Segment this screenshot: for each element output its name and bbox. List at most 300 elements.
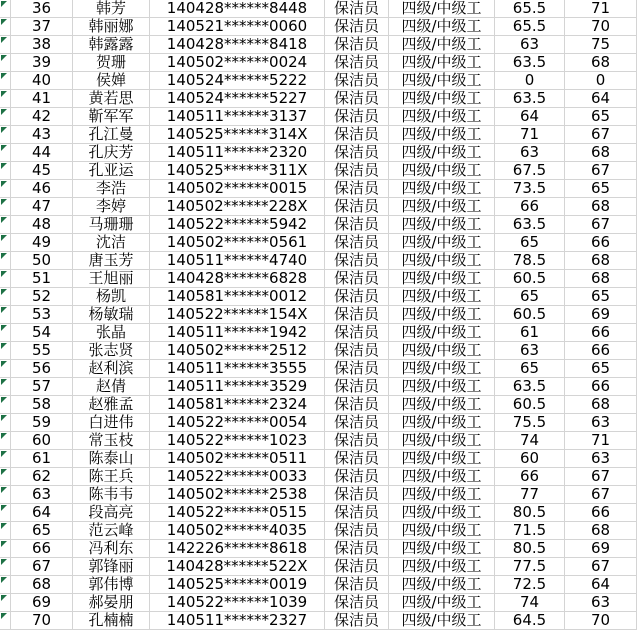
position-cell[interactable]: 保洁员 [325, 18, 389, 36]
row-number-cell[interactable]: 52 [11, 288, 73, 306]
id-number-cell[interactable]: 142226******8618 [150, 540, 325, 558]
score2-cell[interactable]: 66 [565, 324, 637, 342]
grade-cell[interactable]: 四级/中级工 [389, 414, 495, 432]
row-number-cell[interactable]: 48 [11, 216, 73, 234]
position-cell[interactable]: 保洁员 [325, 486, 389, 504]
grade-cell[interactable]: 四级/中级工 [389, 36, 495, 54]
position-cell[interactable]: 保洁员 [325, 252, 389, 270]
score1-cell[interactable]: 60.5 [495, 306, 565, 324]
row-number-cell[interactable]: 58 [11, 396, 73, 414]
table-row [0, 504, 637, 522]
position-cell[interactable]: 保洁员 [325, 144, 389, 162]
position-cell[interactable]: 保洁员 [325, 594, 389, 612]
error-flag-cell[interactable] [0, 108, 11, 126]
id-number-cell[interactable]: 140511******3529 [150, 378, 325, 396]
error-flag-cell[interactable] [0, 576, 11, 594]
error-flag-cell[interactable] [0, 450, 11, 468]
id-number-cell[interactable]: 140511******3137 [150, 108, 325, 126]
score2-cell[interactable]: 70 [565, 612, 637, 630]
error-triangle-icon [1, 415, 7, 421]
grade-cell[interactable]: 四级/中级工 [389, 144, 495, 162]
error-triangle-icon [1, 541, 7, 547]
id-number-cell[interactable]: 140522******1039 [150, 594, 325, 612]
score2-cell[interactable]: 68 [565, 522, 637, 540]
id-number-cell[interactable]: 140581******0012 [150, 288, 325, 306]
error-flag-cell[interactable] [0, 306, 11, 324]
id-number-cell[interactable]: 140428******522X [150, 558, 325, 576]
grade-cell[interactable]: 四级/中级工 [389, 108, 495, 126]
id-number-cell[interactable]: 140522******5942 [150, 216, 325, 234]
error-flag-cell[interactable] [0, 36, 11, 54]
grade-cell[interactable]: 四级/中级工 [389, 558, 495, 576]
name-cell[interactable]: 范云峰 [73, 522, 150, 540]
row-number-cell[interactable]: 61 [11, 450, 73, 468]
score1-cell[interactable]: 77 [495, 486, 565, 504]
score2-cell[interactable]: 64 [565, 576, 637, 594]
score2-cell[interactable]: 66 [565, 504, 637, 522]
position-cell[interactable]: 保洁员 [325, 72, 389, 90]
row-number-cell[interactable]: 46 [11, 180, 73, 198]
name-cell[interactable]: 常玉枝 [73, 432, 150, 450]
table-row [0, 198, 637, 216]
error-triangle-icon [1, 271, 7, 277]
position-cell[interactable]: 保洁员 [325, 234, 389, 252]
score2-cell[interactable]: 68 [565, 198, 637, 216]
error-flag-cell[interactable] [0, 594, 11, 612]
score1-cell[interactable]: 61 [495, 324, 565, 342]
name-cell[interactable]: 冯利东 [73, 540, 150, 558]
grade-cell[interactable]: 四级/中级工 [389, 198, 495, 216]
grade-cell[interactable]: 四级/中级工 [389, 216, 495, 234]
name-cell[interactable]: 侯婵 [73, 72, 150, 90]
error-flag-cell[interactable] [0, 144, 11, 162]
error-flag-cell[interactable] [0, 216, 11, 234]
row-number-cell[interactable]: 40 [11, 72, 73, 90]
row-number-cell[interactable]: 39 [11, 54, 73, 72]
row-number-cell[interactable]: 53 [11, 306, 73, 324]
score2-cell[interactable]: 68 [565, 252, 637, 270]
grade-cell[interactable]: 四级/中级工 [389, 486, 495, 504]
score2-cell[interactable]: 66 [565, 342, 637, 360]
name-cell[interactable]: 张晶 [73, 324, 150, 342]
error-triangle-icon [1, 343, 7, 349]
grade-cell[interactable]: 四级/中级工 [389, 612, 495, 630]
table-row [0, 360, 637, 378]
table-row [0, 126, 637, 144]
name-cell[interactable]: 白进伟 [73, 414, 150, 432]
id-number-cell[interactable]: 140581******2324 [150, 396, 325, 414]
name-cell[interactable]: 靳军军 [73, 108, 150, 126]
score1-cell[interactable]: 64 [495, 108, 565, 126]
position-cell[interactable]: 保洁员 [325, 522, 389, 540]
grade-cell[interactable]: 四级/中级工 [389, 288, 495, 306]
name-cell[interactable]: 赵利滨 [73, 360, 150, 378]
row-number-cell[interactable]: 68 [11, 576, 73, 594]
table-row [0, 18, 637, 36]
error-flag-cell[interactable] [0, 252, 11, 270]
id-number-cell[interactable]: 140525******0019 [150, 576, 325, 594]
error-triangle-icon [1, 523, 7, 529]
position-cell[interactable]: 保洁员 [325, 360, 389, 378]
error-flag-cell[interactable] [0, 18, 11, 36]
score2-cell[interactable]: 68 [565, 270, 637, 288]
score2-cell[interactable]: 63 [565, 594, 637, 612]
score2-cell[interactable]: 67 [565, 468, 637, 486]
id-number-cell[interactable]: 140502******0511 [150, 450, 325, 468]
score1-cell[interactable]: 75.5 [495, 414, 565, 432]
table-row [0, 594, 637, 612]
row-number-cell[interactable]: 43 [11, 126, 73, 144]
score2-cell[interactable]: 65 [565, 288, 637, 306]
position-cell[interactable]: 保洁员 [325, 432, 389, 450]
score1-cell[interactable]: 63 [495, 36, 565, 54]
position-cell[interactable]: 保洁员 [325, 378, 389, 396]
score1-cell[interactable]: 63.5 [495, 90, 565, 108]
row-number-cell[interactable]: 44 [11, 144, 73, 162]
row-number-cell[interactable]: 51 [11, 270, 73, 288]
error-triangle-icon [1, 487, 7, 493]
name-cell[interactable]: 段高亮 [73, 504, 150, 522]
score1-cell[interactable]: 63 [495, 144, 565, 162]
position-cell[interactable]: 保洁员 [325, 90, 389, 108]
error-flag-cell[interactable] [0, 0, 11, 18]
score1-cell[interactable]: 80.5 [495, 540, 565, 558]
name-cell[interactable]: 唐玉芳 [73, 252, 150, 270]
row-number-cell[interactable]: 59 [11, 414, 73, 432]
position-cell[interactable]: 保洁员 [325, 270, 389, 288]
id-number-cell[interactable]: 140525******311X [150, 162, 325, 180]
error-flag-cell[interactable] [0, 126, 11, 144]
id-number-cell[interactable]: 140511******4740 [150, 252, 325, 270]
id-number-cell[interactable]: 140511******2327 [150, 612, 325, 630]
score1-cell[interactable]: 65.5 [495, 18, 565, 36]
row-number-cell[interactable]: 54 [11, 324, 73, 342]
row-number-cell[interactable]: 67 [11, 558, 73, 576]
row-number-cell[interactable]: 55 [11, 342, 73, 360]
name-cell[interactable]: 李婷 [73, 198, 150, 216]
error-flag-cell[interactable] [0, 414, 11, 432]
score2-cell[interactable]: 68 [565, 54, 637, 72]
position-cell[interactable]: 保洁员 [325, 612, 389, 630]
score1-cell[interactable]: 71.5 [495, 522, 565, 540]
score2-cell[interactable]: 71 [565, 432, 637, 450]
grade-cell[interactable]: 四级/中级工 [389, 324, 495, 342]
score2-cell[interactable]: 67 [565, 558, 637, 576]
error-flag-cell[interactable] [0, 504, 11, 522]
error-flag-cell[interactable] [0, 360, 11, 378]
row-number-cell[interactable]: 63 [11, 486, 73, 504]
id-number-cell[interactable]: 140524******5227 [150, 90, 325, 108]
score2-cell[interactable]: 63 [565, 450, 637, 468]
row-number-cell[interactable]: 57 [11, 378, 73, 396]
error-flag-cell[interactable] [0, 432, 11, 450]
score1-cell[interactable]: 78.5 [495, 252, 565, 270]
position-cell[interactable]: 保洁员 [325, 36, 389, 54]
id-number-cell[interactable]: 140502******0561 [150, 234, 325, 252]
score2-cell[interactable]: 67 [565, 216, 637, 234]
error-flag-cell[interactable] [0, 468, 11, 486]
position-cell[interactable]: 保洁员 [325, 108, 389, 126]
error-triangle-icon [1, 559, 7, 565]
id-number-cell[interactable]: 140521******0060 [150, 18, 325, 36]
grade-cell[interactable]: 四级/中级工 [389, 378, 495, 396]
score2-cell[interactable]: 65 [565, 180, 637, 198]
name-cell[interactable]: 赵雅孟 [73, 396, 150, 414]
grade-cell[interactable]: 四级/中级工 [389, 576, 495, 594]
error-flag-cell[interactable] [0, 54, 11, 72]
name-cell[interactable]: 郭伟博 [73, 576, 150, 594]
grade-cell[interactable]: 四级/中级工 [389, 0, 495, 18]
position-cell[interactable]: 保洁员 [325, 342, 389, 360]
grade-cell[interactable]: 四级/中级工 [389, 252, 495, 270]
score1-cell[interactable]: 65.5 [495, 0, 565, 18]
row-number-cell[interactable]: 60 [11, 432, 73, 450]
id-number-cell[interactable]: 140502******2512 [150, 342, 325, 360]
id-number-cell[interactable]: 140524******5222 [150, 72, 325, 90]
score2-cell[interactable]: 67 [565, 126, 637, 144]
error-flag-cell[interactable] [0, 270, 11, 288]
row-number-cell[interactable]: 62 [11, 468, 73, 486]
id-number-cell[interactable]: 140522******0054 [150, 414, 325, 432]
position-cell[interactable]: 保洁员 [325, 324, 389, 342]
score2-cell[interactable]: 69 [565, 306, 637, 324]
row-number-cell[interactable]: 70 [11, 612, 73, 630]
position-cell[interactable]: 保洁员 [325, 216, 389, 234]
id-number-cell[interactable]: 140502******228X [150, 198, 325, 216]
row-number-cell[interactable]: 64 [11, 504, 73, 522]
error-flag-cell[interactable] [0, 234, 11, 252]
id-number-cell[interactable]: 140522******154X [150, 306, 325, 324]
row-number-cell[interactable]: 56 [11, 360, 73, 378]
error-flag-cell[interactable] [0, 522, 11, 540]
grade-cell[interactable]: 四级/中级工 [389, 360, 495, 378]
grade-cell[interactable]: 四级/中级工 [389, 504, 495, 522]
id-number-cell[interactable]: 140525******314X [150, 126, 325, 144]
score1-cell[interactable]: 63.5 [495, 54, 565, 72]
score2-cell[interactable]: 0 [565, 72, 637, 90]
grade-cell[interactable]: 四级/中级工 [389, 306, 495, 324]
score1-cell[interactable]: 65 [495, 288, 565, 306]
position-cell[interactable]: 保洁员 [325, 0, 389, 18]
row-number-cell[interactable]: 38 [11, 36, 73, 54]
table-row [0, 36, 637, 54]
grade-cell[interactable]: 四级/中级工 [389, 180, 495, 198]
id-number-cell[interactable]: 140522******1023 [150, 432, 325, 450]
score1-cell[interactable]: 0 [495, 72, 565, 90]
name-cell[interactable]: 黄若思 [73, 90, 150, 108]
id-number-cell[interactable]: 140511******3555 [150, 360, 325, 378]
id-number-cell[interactable]: 140522******0515 [150, 504, 325, 522]
row-number-cell[interactable]: 50 [11, 252, 73, 270]
error-triangle-icon [1, 55, 7, 61]
position-cell[interactable]: 保洁员 [325, 504, 389, 522]
row-number-cell[interactable]: 65 [11, 522, 73, 540]
id-number-cell[interactable]: 140511******1942 [150, 324, 325, 342]
error-triangle-icon [1, 91, 7, 97]
score1-cell[interactable]: 65 [495, 360, 565, 378]
row-number-cell[interactable]: 47 [11, 198, 73, 216]
grade-cell[interactable]: 四级/中级工 [389, 594, 495, 612]
row-number-cell[interactable]: 66 [11, 540, 73, 558]
name-cell[interactable]: 陈泰山 [73, 450, 150, 468]
score1-cell[interactable]: 64.5 [495, 612, 565, 630]
error-flag-cell[interactable] [0, 198, 11, 216]
grade-cell[interactable]: 四级/中级工 [389, 18, 495, 36]
score1-cell[interactable]: 66 [495, 198, 565, 216]
error-flag-cell[interactable] [0, 558, 11, 576]
score1-cell[interactable]: 60.5 [495, 270, 565, 288]
row-number-cell[interactable]: 49 [11, 234, 73, 252]
error-flag-cell[interactable] [0, 486, 11, 504]
id-number-cell[interactable]: 140428******6828 [150, 270, 325, 288]
row-number-cell[interactable]: 37 [11, 18, 73, 36]
error-flag-cell[interactable] [0, 180, 11, 198]
score1-cell[interactable]: 80.5 [495, 504, 565, 522]
id-number-cell[interactable]: 140522******0033 [150, 468, 325, 486]
grade-cell[interactable]: 四级/中级工 [389, 468, 495, 486]
score2-cell[interactable]: 69 [565, 540, 637, 558]
position-cell[interactable]: 保洁员 [325, 288, 389, 306]
table-row [0, 324, 637, 342]
score1-cell[interactable]: 72.5 [495, 576, 565, 594]
error-flag-cell[interactable] [0, 162, 11, 180]
score1-cell[interactable]: 74 [495, 432, 565, 450]
name-cell[interactable]: 杨凯 [73, 288, 150, 306]
position-cell[interactable]: 保洁员 [325, 468, 389, 486]
grade-cell[interactable]: 四级/中级工 [389, 90, 495, 108]
grade-cell[interactable]: 四级/中级工 [389, 162, 495, 180]
name-cell[interactable]: 孔江曼 [73, 126, 150, 144]
score2-cell[interactable]: 64 [565, 90, 637, 108]
grade-cell[interactable]: 四级/中级工 [389, 396, 495, 414]
name-cell[interactable]: 孔楠楠 [73, 612, 150, 630]
score1-cell[interactable]: 74 [495, 594, 565, 612]
score2-cell[interactable]: 70 [565, 18, 637, 36]
score1-cell[interactable]: 71 [495, 126, 565, 144]
error-triangle-icon [1, 577, 7, 583]
position-cell[interactable]: 保洁员 [325, 198, 389, 216]
grade-cell[interactable]: 四级/中级工 [389, 54, 495, 72]
score2-cell[interactable]: 66 [565, 378, 637, 396]
row-number-cell[interactable]: 36 [11, 0, 73, 18]
table-row [0, 0, 637, 18]
grade-cell[interactable]: 四级/中级工 [389, 270, 495, 288]
position-cell[interactable]: 保洁员 [325, 576, 389, 594]
grade-cell[interactable]: 四级/中级工 [389, 126, 495, 144]
table-row [0, 522, 637, 540]
id-number-cell[interactable]: 140502******0024 [150, 54, 325, 72]
position-cell[interactable]: 保洁员 [325, 54, 389, 72]
score2-cell[interactable]: 67 [565, 486, 637, 504]
score1-cell[interactable]: 66 [495, 468, 565, 486]
id-number-cell[interactable]: 140428******8448 [150, 0, 325, 18]
position-cell[interactable]: 保洁员 [325, 162, 389, 180]
name-cell[interactable]: 陈韦韦 [73, 486, 150, 504]
id-number-cell[interactable]: 140502******0015 [150, 180, 325, 198]
score2-cell[interactable]: 68 [565, 144, 637, 162]
position-cell[interactable]: 保洁员 [325, 450, 389, 468]
name-cell[interactable]: 张志贤 [73, 342, 150, 360]
id-number-cell[interactable]: 140511******2320 [150, 144, 325, 162]
name-cell[interactable]: 王旭丽 [73, 270, 150, 288]
score2-cell[interactable]: 66 [565, 234, 637, 252]
score1-cell[interactable]: 63.5 [495, 216, 565, 234]
row-number-cell[interactable]: 42 [11, 108, 73, 126]
score2-cell[interactable]: 65 [565, 108, 637, 126]
error-flag-cell[interactable] [0, 288, 11, 306]
position-cell[interactable]: 保洁员 [325, 540, 389, 558]
score1-cell[interactable]: 60.5 [495, 396, 565, 414]
error-flag-cell[interactable] [0, 378, 11, 396]
position-cell[interactable]: 保洁员 [325, 414, 389, 432]
score1-cell[interactable]: 63 [495, 342, 565, 360]
name-cell[interactable]: 孔亚运 [73, 162, 150, 180]
row-number-cell[interactable]: 69 [11, 594, 73, 612]
position-cell[interactable]: 保洁员 [325, 306, 389, 324]
score2-cell[interactable]: 75 [565, 36, 637, 54]
name-cell[interactable]: 孔庆芳 [73, 144, 150, 162]
error-flag-cell[interactable] [0, 540, 11, 558]
grade-cell[interactable]: 四级/中级工 [389, 72, 495, 90]
position-cell[interactable]: 保洁员 [325, 558, 389, 576]
score2-cell[interactable]: 68 [565, 396, 637, 414]
grade-cell[interactable]: 四级/中级工 [389, 432, 495, 450]
name-cell[interactable]: 沈洁 [73, 234, 150, 252]
error-flag-cell[interactable] [0, 72, 11, 90]
error-flag-cell[interactable] [0, 612, 11, 630]
error-flag-cell[interactable] [0, 342, 11, 360]
id-number-cell[interactable]: 140502******2538 [150, 486, 325, 504]
score2-cell[interactable]: 63 [565, 414, 637, 432]
id-number-cell[interactable]: 140428******8418 [150, 36, 325, 54]
row-number-cell[interactable]: 41 [11, 90, 73, 108]
id-number-cell[interactable]: 140502******4035 [150, 522, 325, 540]
error-flag-cell[interactable] [0, 324, 11, 342]
score1-cell[interactable]: 73.5 [495, 180, 565, 198]
position-cell[interactable]: 保洁员 [325, 180, 389, 198]
name-cell[interactable]: 贺珊 [73, 54, 150, 72]
score2-cell[interactable]: 71 [565, 0, 637, 18]
grade-cell[interactable]: 四级/中级工 [389, 342, 495, 360]
name-cell[interactable]: 赵倩 [73, 378, 150, 396]
position-cell[interactable]: 保洁员 [325, 396, 389, 414]
name-cell[interactable]: 杨敏瑞 [73, 306, 150, 324]
name-cell[interactable]: 韩芳 [73, 0, 150, 18]
name-cell[interactable]: 陈王兵 [73, 468, 150, 486]
score1-cell[interactable]: 67.5 [495, 162, 565, 180]
grade-cell[interactable]: 四级/中级工 [389, 450, 495, 468]
name-cell[interactable]: 郭锋丽 [73, 558, 150, 576]
score1-cell[interactable]: 63.5 [495, 378, 565, 396]
score1-cell[interactable]: 77.5 [495, 558, 565, 576]
row-number-cell[interactable]: 45 [11, 162, 73, 180]
score1-cell[interactable]: 65 [495, 234, 565, 252]
error-flag-cell[interactable] [0, 90, 11, 108]
position-cell[interactable]: 保洁员 [325, 126, 389, 144]
score1-cell[interactable]: 60 [495, 450, 565, 468]
name-cell[interactable]: 韩丽娜 [73, 18, 150, 36]
score2-cell[interactable]: 65 [565, 360, 637, 378]
name-cell[interactable]: 郝晏朋 [73, 594, 150, 612]
grade-cell[interactable]: 四级/中级工 [389, 522, 495, 540]
error-flag-cell[interactable] [0, 396, 11, 414]
grade-cell[interactable]: 四级/中级工 [389, 234, 495, 252]
name-cell[interactable]: 马珊珊 [73, 216, 150, 234]
grade-cell[interactable]: 四级/中级工 [389, 540, 495, 558]
score2-cell[interactable]: 67 [565, 162, 637, 180]
name-cell[interactable]: 韩露露 [73, 36, 150, 54]
name-cell[interactable]: 李浩 [73, 180, 150, 198]
